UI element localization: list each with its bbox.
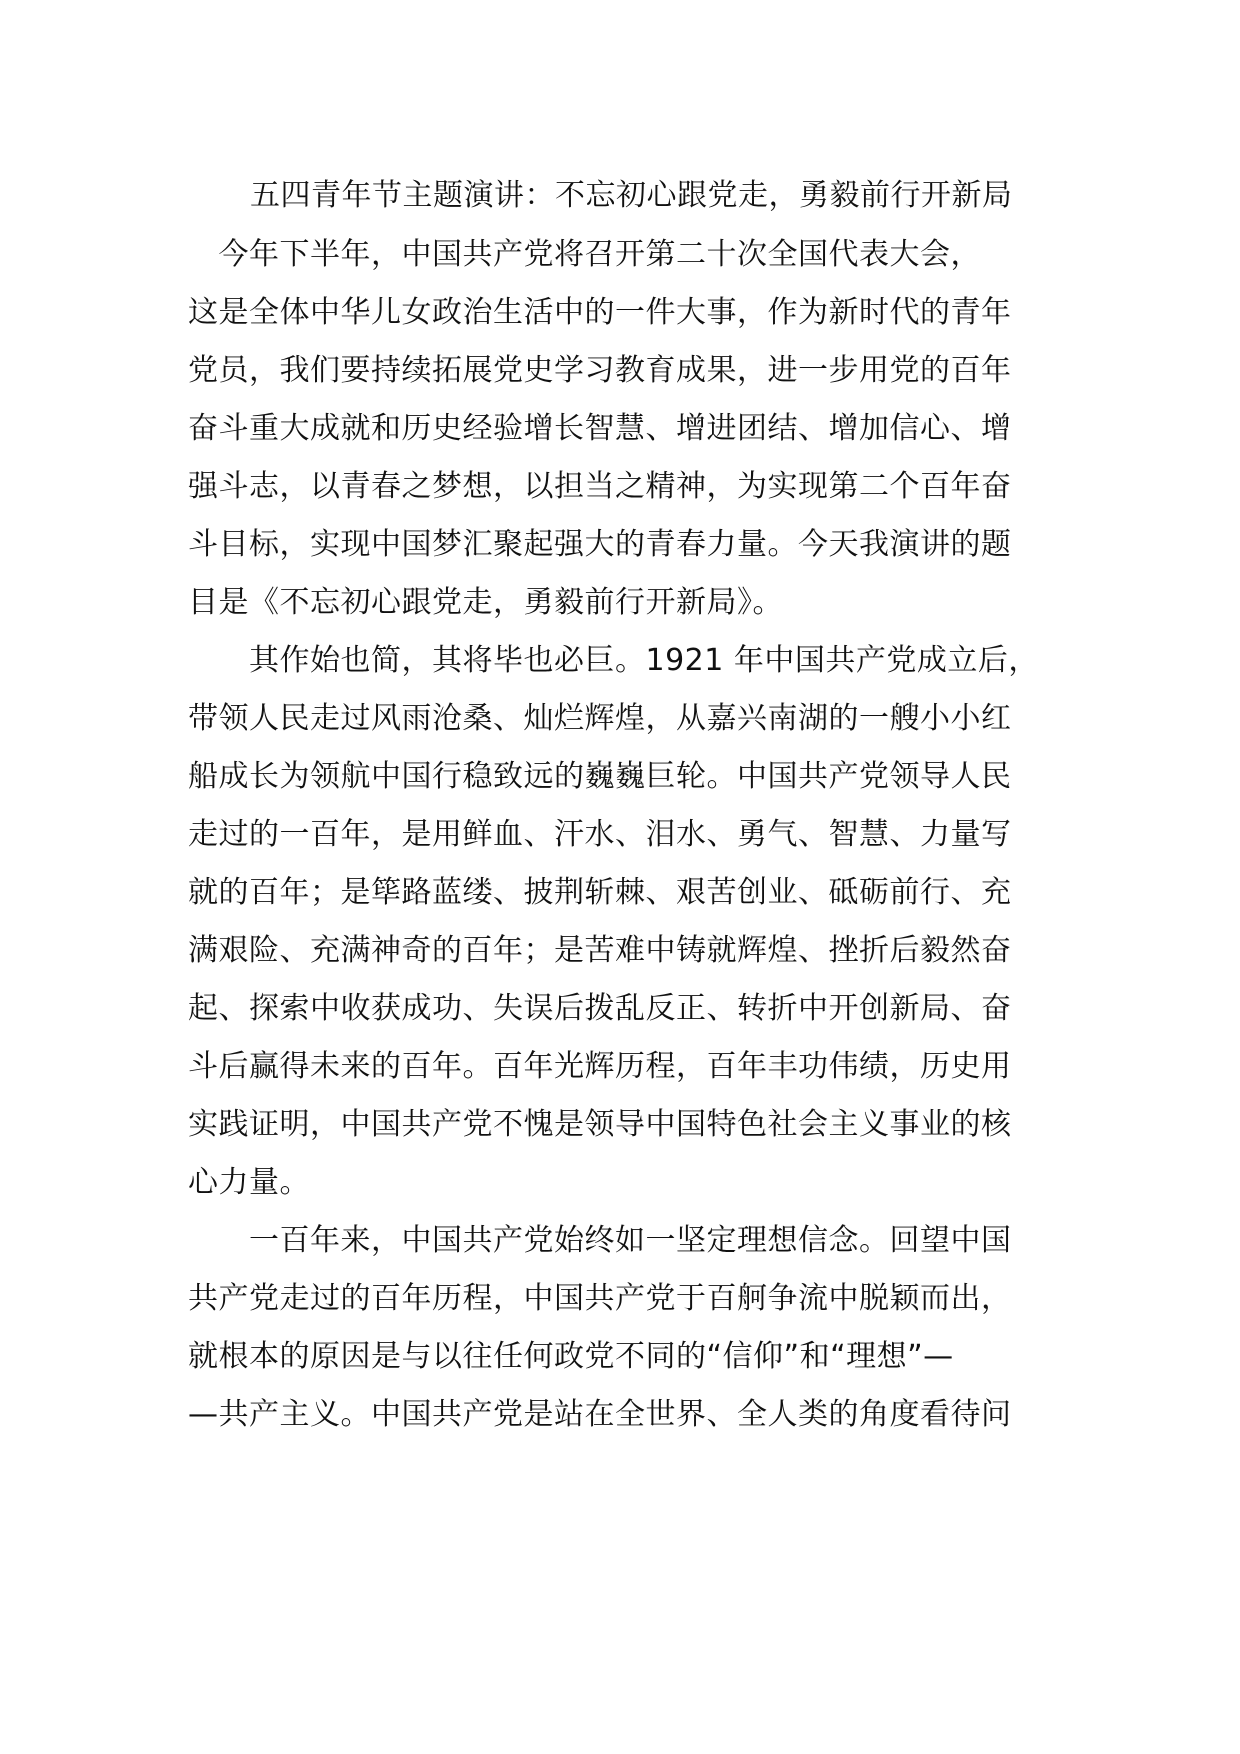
body-line: 奋斗重大成就和历史经验增长智慧、增进团结、增加信心、增	[188, 411, 1012, 446]
body-line: 共产党走过的百年历程，中国共产党于百舸争流中脱颖而出，	[188, 1281, 1012, 1316]
page-title: 五四青年节主题演讲：不忘初心跟党走，勇毅前行开新局	[250, 178, 1013, 213]
body-line: 斗后赢得未来的百年。百年光辉历程，百年丰功伟绩，历史用	[188, 1049, 1012, 1084]
body-line: 党员，我们要持续拓展党史学习教育成果，进一步用党的百年	[188, 353, 1012, 388]
body-line: 船成长为领航中国行稳致远的巍巍巨轮。中国共产党领导人民	[188, 759, 1012, 794]
body-line: —共产主义。中国共产党是站在全世界、全人类的角度看待问	[188, 1397, 1012, 1432]
body-line: 起、探索中收获成功、失误后拨乱反正、转折中开创新局、奋	[188, 991, 1012, 1026]
body-line: 目是《不忘初心跟党走，勇毅前行开新局》。	[188, 585, 783, 620]
body-line: 就根本的原因是与以往任何政党不同的“信仰”和“理想”—	[188, 1339, 954, 1374]
body-line: 其作始也简，其将毕也必巨。1921 年中国共产党成立后，	[188, 643, 1039, 678]
body-line: 心力量。	[188, 1165, 310, 1200]
body-line: 带领人民走过风雨沧桑、灿烂辉煌，从嘉兴南湖的一艘小小红	[188, 701, 1012, 736]
body-line: 这是全体中华儿女政治生活中的一件大事，作为新时代的青年	[188, 295, 1012, 330]
body-line: 满艰险、充满神奇的百年；是苦难中铸就辉煌、挫折后毅然奋	[188, 933, 1012, 968]
body-line: 实践证明，中国共产党不愧是领导中国特色社会主义事业的核	[188, 1107, 1012, 1142]
body-line: 今年下半年，中国共产党将召开第二十次全国代表大会，	[188, 237, 981, 272]
body-line: 斗目标，实现中国梦汇聚起强大的青春力量。今天我演讲的题	[188, 527, 1012, 562]
body-line: 强斗志，以青春之梦想，以担当之精神，为实现第二个百年奋	[188, 469, 1012, 504]
body-line: 走过的一百年，是用鲜血、汗水、泪水、勇气、智慧、力量写	[188, 817, 1012, 852]
body-line: 就的百年；是筚路蓝缕、披荆斩棘、艰苦创业、砥砺前行、充	[188, 875, 1012, 910]
body-line: 一百年来，中国共产党始终如一坚定理想信念。回望中国	[188, 1223, 1012, 1258]
